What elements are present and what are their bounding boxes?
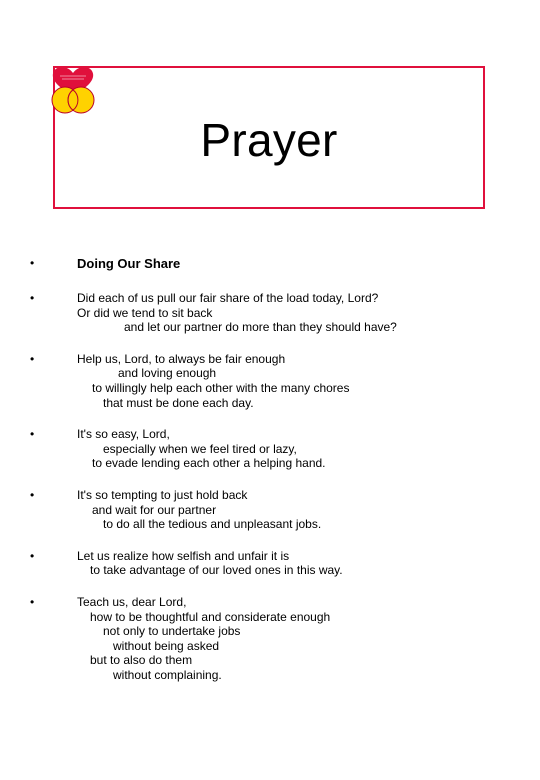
- prayer-line: to willingly help each other with the many chores: [92, 380, 350, 395]
- list-item: • Doing Our Share: [30, 256, 520, 272]
- prayer-line: especially when we feel tired or lazy,: [103, 441, 297, 456]
- prayer-line: that must be done each day.: [103, 395, 254, 410]
- prayer-line: to take advantage of our loved ones in this way.: [90, 563, 343, 578]
- prayer-line: how to be thoughtful and considerate enough: [90, 609, 331, 624]
- prayer-line: Help us, Lord, to always be fair enough: [77, 351, 286, 366]
- prayer-line: Or did we tend to sit back: [77, 305, 213, 320]
- prayer-line: Let us realize how selfish and unfair it is: [77, 548, 290, 563]
- ring-overlap: [68, 90, 78, 110]
- list-item: • Let us realize how selfish and unfair it is to take advantage of our loved ones in this way.: [30, 549, 520, 578]
- heart-rings-logo-icon: [48, 64, 98, 116]
- prayer-heading: Doing Our Share: [77, 256, 181, 271]
- prayer-line: and wait for our partner: [92, 502, 217, 517]
- prayer-line: and let our partner do more than they should have?: [124, 320, 397, 335]
- prayer-line: to do all the tedious and unpleasant jobs.: [103, 517, 322, 532]
- prayer-line: Teach us, dear Lord,: [77, 594, 187, 609]
- list-item: • Teach us, dear Lord, how to be thoughtful and considerate enough not only to undertake jobs without being asked but to also do them without complaining.: [30, 595, 520, 683]
- list-item: • It's so easy, Lord, especially when we feel tired or lazy, to evade lending each other a helping hand.: [30, 427, 520, 471]
- prayer-line: Did each of us pull our fair share of the load today, Lord?: [77, 291, 379, 305]
- prayer-line: without being asked: [113, 638, 220, 653]
- prayer-line: to evade lending each other a helping hand.: [92, 456, 326, 471]
- prayer-line: and loving enough: [118, 366, 217, 381]
- page-title: Prayer: [200, 114, 338, 166]
- prayer-list: [30, 256, 520, 699]
- prayer-line: It's so tempting to just hold back: [77, 487, 248, 502]
- prayer-line: It's so easy, Lord,: [77, 427, 170, 442]
- list-item: • Help us, Lord, to always be fair enough and loving enough to willingly help each other with the many chores that must be done each day.: [30, 352, 520, 410]
- prayer-line: without complaining.: [113, 667, 222, 682]
- list-item: • Did each of us pull our fair share of the load today, Lord? Or did we tend to sit back and let our partner do more than they should have?: [30, 291, 520, 335]
- prayer-line: not only to undertake jobs: [103, 624, 241, 639]
- prayer-line: but to also do them: [90, 653, 193, 668]
- list-item: • It's so tempting to just hold back and wait for our partner to do all the tedious and unpleasant jobs.: [30, 488, 520, 532]
- title-box: [53, 66, 485, 209]
